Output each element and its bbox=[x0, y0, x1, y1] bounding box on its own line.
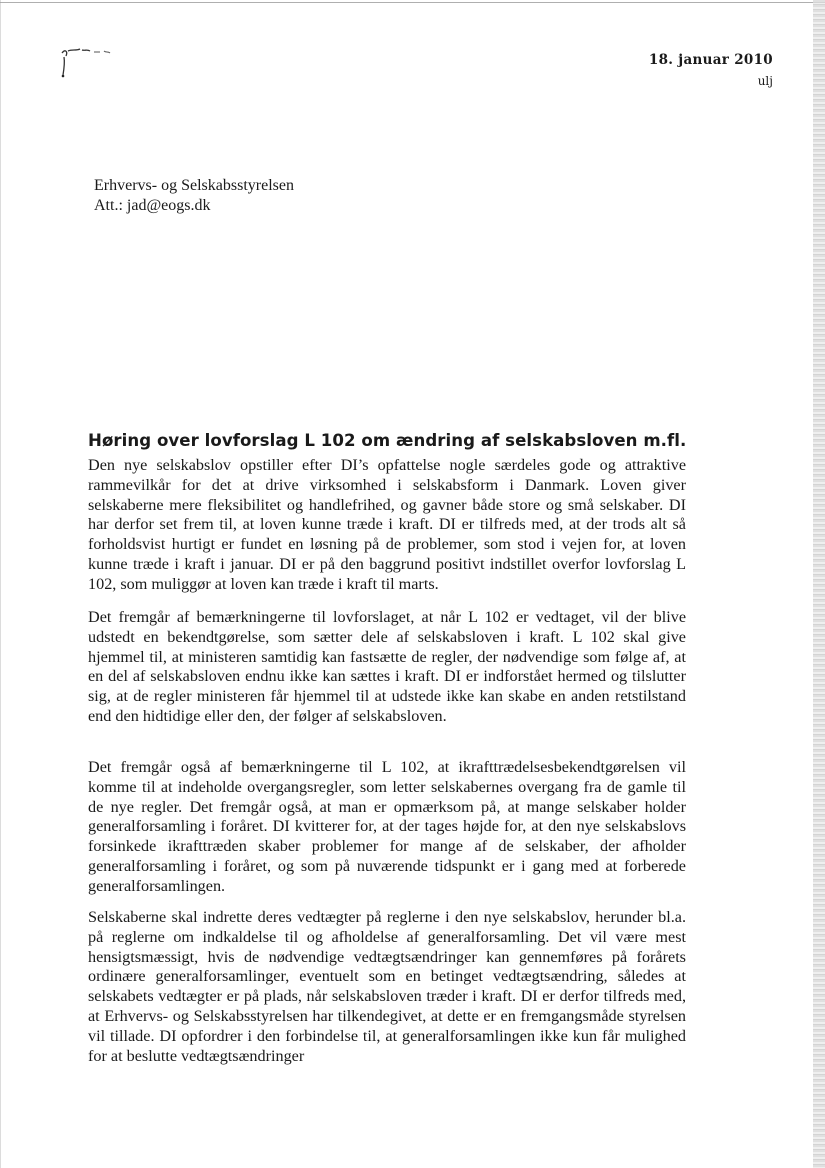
recipient-address bbox=[94, 176, 294, 216]
letter-body-block-4 bbox=[88, 908, 686, 1066]
sender-initials: ulj bbox=[757, 74, 773, 88]
recipient-name: Erhvervs- og Selskabsstyrelsen bbox=[94, 177, 294, 194]
scan-edge-left bbox=[0, 0, 1, 1168]
letter-body-block-1 bbox=[88, 456, 686, 595]
paragraph: Selskaberne skal indrette deres vedtægter på reglerne i den nye selskabslov, herunder bl.a. på reglerne om indkaldelse til og afholdelse af generalforsamling. Det vil være mest hensigtsmæssigt, hvis de nødvendige vedtægtsændringer kan gennemføres på forårets ordinære generalforsamlinger, eventuelt som en betinget vedtægtsændring, således at selskabets vedtægter er på plads, når selskabsloven træder i kraft. DI er derfor tilfreds med, at Erhvervs- og Selskabsstyrelsen har tilkendegivet, at dette er en fremgangsmåde styrelsen vil tillade. DI opfordrer i den forbindelse til, at generalforsamlingen ikke kun får mulighed for at beslutte vedtægtsændringer bbox=[88, 908, 686, 1065]
letter-body-block-3 bbox=[88, 758, 686, 897]
paragraph: Det fremgår også af bemærkningerne til L 102, at ikrafttrædelsesbekendtgørelsen vil komme til at indeholde overgangsregler, som letter selskabernes overgang fra de gamle til de nye regler. Det fremgår også, at man er opmærksom på, at mange selskaber holder generalforsamling i foråret. DI kvitterer for, at der tages højde for, at den nye selskabslovs forsinkede ikrafttræden skaber problemer for mange af de selskaber, der afholder generalforsamling i foråret, og som på nuværende tidspunkt er i gang med at forberede generalforsamlingen. bbox=[88, 758, 686, 895]
letter-body-block-2 bbox=[88, 608, 686, 727]
letter-date: 18. januar 2010 bbox=[648, 52, 773, 68]
scan-edge-right bbox=[813, 0, 825, 1168]
letter-heading: Høring over lovforslag L 102 om ændring af selskabsloven m.fl. bbox=[88, 431, 687, 450]
paragraph: Det fremgår af bemærkningerne til lovforslaget, at når L 102 er vedtaget, vil der blive udstedt en bekendtgørelse, som sætter dele af selskabsloven i kraft. L 102 skal give hjemmel til, at ministeren samtidig kan fastsætte de regler, der nødvendige som følge af, at en del af selskabsloven endnu ikke kan sættes i kraft. DI er indforstået hermed og tilslutter sig, at de regler ministeren får hjemmel til at udstede ikke kan skabe en anden retstilstand end den hidtidige eller den, der følger af selskabsloven. bbox=[88, 608, 686, 725]
paragraph: Den nye selskabslov opstiller efter DI’s opfattelse nogle særdeles gode og attraktive rammevilkår for det at drive virksomhed i selskabsform i Danmark. Loven giver selskaberne mere fleksibilitet og handlefrihed, og gavner både store og små selskaber. DI har derfor set frem til, at loven kunne træde i kraft. DI er tilfreds med, at der trods alt så forholdsvist hurtigt er fundet en løsning på de problemer, som stod i vejen for, at loven kunne træde i kraft i januar. DI er på den baggrund positivt indstillet overfor lovforslag L 102, som muliggør at loven kan træde i kraft til marts. bbox=[88, 456, 686, 593]
recipient-attention: Att.: jad@eogs.dk bbox=[94, 197, 211, 214]
scan-edge-top bbox=[0, 2, 825, 3]
handwritten-scribble-icon bbox=[56, 45, 126, 85]
